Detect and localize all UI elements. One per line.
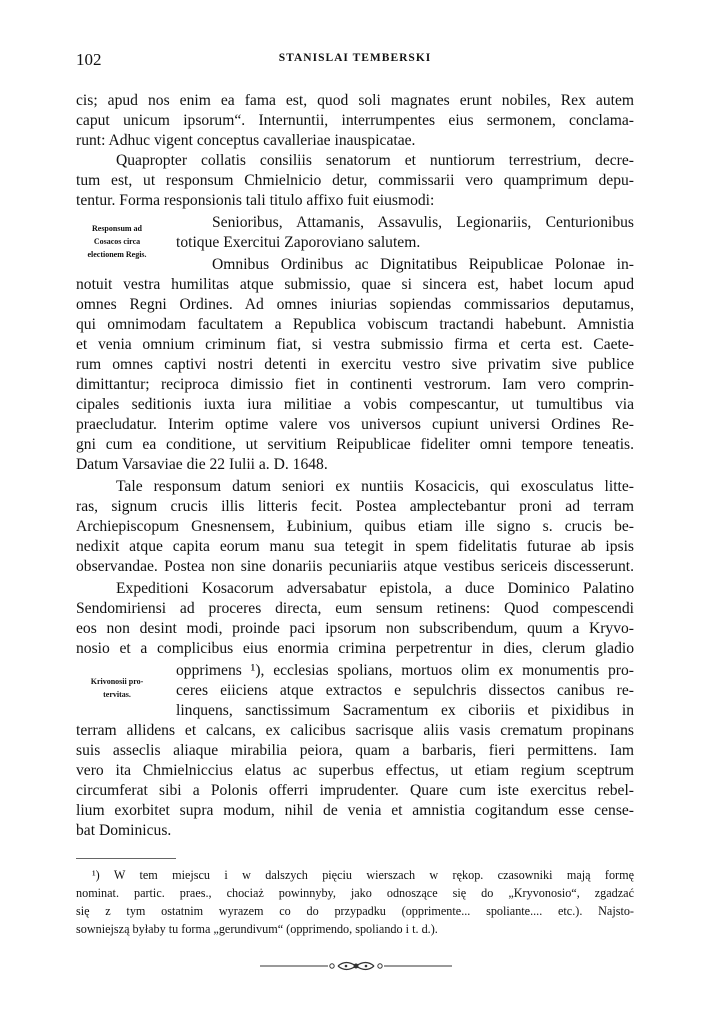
body-line: Tale responsum datum seniori ex nuntiis Kosacicis, qui exosculatus litte- [116,478,634,495]
running-title: STANISLAI TEMBERSKI [278,52,432,64]
footnote-line: ¹) W tem miejscu i w dalszych pięciu wierszach w rękop. czasowniki mają formę [92,868,634,882]
body-line: Quapropter collatis consiliis senatorum et nuntiorum terrestrium, decre- [116,152,634,169]
body-line: lium exorbitet supra modum, nihil de venia et amnistia cogitandum esse cense- [76,802,634,819]
body-line: observandae. Postea non sine donariis pecuniariis atque vestibus sericeis discesserunt. [76,558,634,575]
ornament-divider-icon [258,958,454,974]
page-header [76,50,634,74]
body-line: Sendomiriensi ad proceres directa, eum sensum retinens: Quod compescendi [76,600,634,617]
body-line: omnes Regni Ordines. Ad omnes iniurias sopiendas commissarios deputamus, [76,296,634,313]
body-line: Omnibus Ordinibus ac Dignitatibus Reipublicae Polonae in- [212,256,634,273]
body-line: runt: Adhuc vigent conceptus cavalleriae inauspicatae. [76,132,416,149]
body-line: rum omnes captivi nostri detenti in exercitu vestro sive privatim sive publice [76,356,634,373]
body-line: opprimens ¹), ecclesias spolians, mortuos olim ex monumentis pro- [176,662,634,679]
body-line: Senioribus, Attamanis, Assavulis, Legionariis, Centurionibus [212,214,634,231]
body-line: totique Exercitui Zaporoviano salutem. [176,234,421,251]
body-line: cis; apud nos enim ea fama est, quod soli magnates erunt nobiles, Rex autem [76,92,634,109]
body-line: praecludatur. Interim optime valere vos universos cupiunt universi Ordines Re- [76,416,634,433]
body-line: Archiepiscopum Gnesnensem, Łubinium, quibus etiam ille signo s. crucis be- [76,518,634,535]
body-line: tentur. Forma responsionis tali titulo affixo fuit eiusmodi: [76,192,435,209]
body-line: nedixit atque capita eorum manu sua tetegit in spem fidelitatis futurae ab ipsis [76,538,634,555]
margin-note-line: Krivonosii pro- [90,677,144,686]
body-line: nosio et a complicibus eius enormia crimina perpetrentur in dies, clerum gladio [76,640,634,657]
body-line: vero ita Chmielniccius elatus ac superbus effectus, ut etiam regium sceptrum [76,762,634,779]
body-line: eos non desint modi, proinde paci ipsorum non subscribendum, quum a Kryvo- [76,620,634,637]
body-line: suis asseclis aliaque mirabilia peiora, quam a barbaris, fieri permittens. Iam [76,742,634,759]
margin-note-krivonosius [62,675,172,701]
footnote-line: się z tym ostatnim wyrazem co do przypadku (opprimente... spoliante.... etc.). Najsto- [76,904,634,918]
body-line: terram allidens et calcans, ex calicibus sacrisque aliis vasis crematum propinans [76,722,634,739]
body-line: Datum Varsaviae die 22 Iulii a. D. 1648. [76,456,328,473]
margin-note-line: Responsum ad [91,224,142,233]
margin-note-line: electionem Regis. [87,250,147,259]
footnote-line: nominat. partic. praes., chociaż powinnyby, jako odnoszące się do „Kryvonosio“, zgadzać [76,886,634,900]
body-line: et venia omnium criminum fiat, si vestra submissio firma et certa est. Caete- [76,336,634,353]
footnote-rule [76,858,176,859]
body-line: caput unicum ipsorum“. Internuntii, interrumpentes eius sermonem, conclama- [76,112,634,129]
body-line: notuit vestra humilitas atque submissio, quae si sincera est, habet locum apud [76,276,634,293]
body-line: tum est, ut responsum Chmielnicio detur, commissarii vero quamprimum depu- [76,172,634,189]
margin-note-responsum [62,222,172,261]
body-line: cipales seditionis iuxta iura militiae a vobis compescantur, ut tumultibus via [76,396,634,413]
body-line: gni cum ea conditione, ut servitium Reipublicae fideliter omni tempore teneatis. [76,436,634,453]
body-line: circumferat sibi a Polonis offerri imprudenter. Quare cum iste exercitus rebel- [76,782,634,799]
margin-note-line: tervitas. [103,690,131,699]
margin-note-line: Cosacos circa [93,237,141,246]
body-line: qui omnimodam facultatem a Republica vobiscum tractandi habebunt. Amnistia [76,316,634,333]
body-line: bat Dominicus. [76,822,172,839]
body-line: linquens, sanctissimum Sacramentum ex ciboriis et pixidibus in [176,702,634,719]
footnote-line: sowniejszą byłaby tu forma „gerundivum“ (opprimendo, spoliando i t. d.). [76,922,438,936]
body-line: dimittantur; reciproca dimissio fiet in continenti vestrorum. Iam vero comprin- [76,376,634,393]
body-line: ras, signum crucis illis litteris fecit. Postea amplectebantur proni ad terram [76,498,634,515]
body-line: Expeditioni Kosacorum adversabatur epistola, a duce Dominico Palatino [116,580,634,597]
page-number: 102 [76,50,102,69]
body-line: ceres eiiciens atque extractos e sepulchris dissectos canibus re- [176,682,634,699]
